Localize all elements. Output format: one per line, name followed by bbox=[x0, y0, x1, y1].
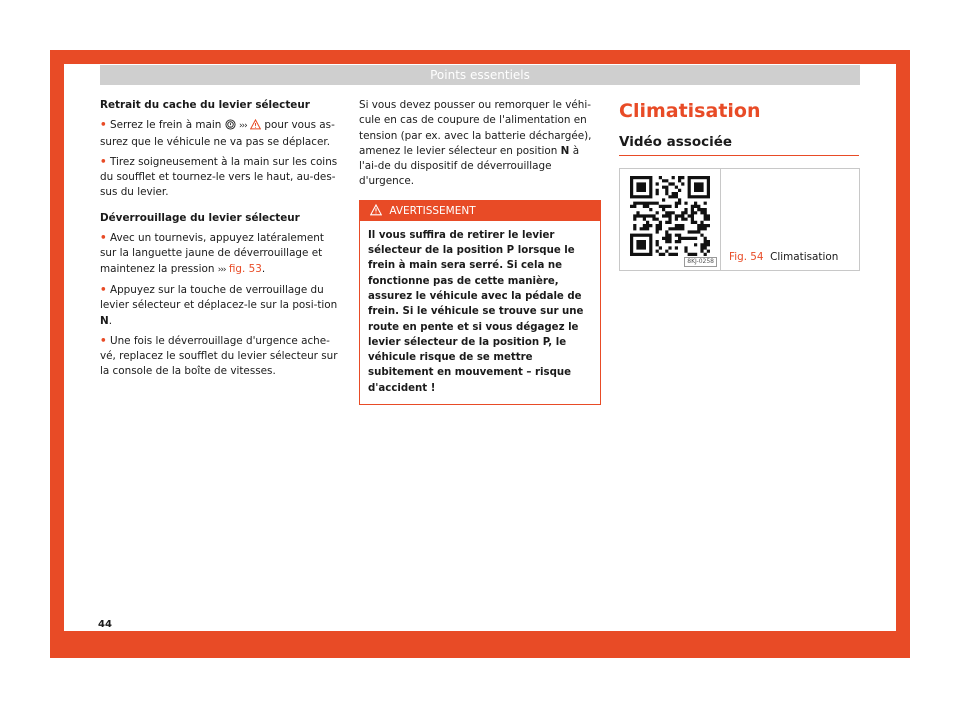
heading-lever-unlock: Déverrouillage du levier sélecteur bbox=[100, 211, 300, 224]
subsection-title: Vidéo associée bbox=[619, 133, 859, 156]
reference-arrows: ››› bbox=[238, 121, 247, 132]
reference-arrows: ››› bbox=[217, 264, 226, 275]
list-item: • Tirez soigneusement à la main sur les coins du soufflet et tournez-le vers le haut, au-des-sus du levier. bbox=[100, 155, 338, 199]
bullet-icon: • bbox=[100, 334, 107, 347]
middle-column bbox=[359, 98, 601, 405]
heading-cover-removal: Retrait du cache du levier sélecteur bbox=[100, 99, 310, 111]
figure-label: Fig. 54 bbox=[729, 250, 764, 263]
figure-link[interactable]: fig. 53 bbox=[228, 262, 262, 275]
list-item: • Avec un tournevis, appuyez latéralement sur la languette jaune de déverrouillage et maintenez la pression ››› fig. 53. bbox=[100, 232, 324, 275]
warning-text: Il vous suffira de retirer le levier sélecteur de la position P lorsque le frein à main sera serré. Si cela ne fonctionne pas de cette manière, assurez le véhicule avec la pédale de frein. Si le véhicule se trouve sur une route en pente et si vous dégagez le levier sélecteur de la position P, le véhicule risque de se mettre subitement en mouvement – risque d'accident ! bbox=[368, 229, 584, 394]
list-item: • Serrez le frein à main ››› pour vous as-surez que le véhicule ne va pas se déplacer. bbox=[100, 119, 335, 148]
bullet-icon: • bbox=[100, 119, 107, 132]
list-item: • Appuyez sur la touche de verrouillage du levier sélecteur et déplacez-le sur la posi-tion N. bbox=[100, 283, 338, 327]
towing-paragraph: Si vous devez pousser ou remorquer le véhi-cule en cas de coupure de l'alimentation en tension (par ex. avec la batterie déchargée), amenez le levier sélecteur en position N à l'ai-de du dispositif de déverrouillage d'urgence. bbox=[359, 99, 592, 188]
warning-title: AVERTISSEMENT bbox=[389, 204, 476, 217]
image-code: 8KJ-0258 bbox=[684, 257, 717, 267]
warning-header bbox=[360, 201, 600, 221]
figure-box bbox=[619, 168, 860, 271]
warning-box bbox=[359, 200, 601, 405]
bullet-icon: • bbox=[100, 155, 107, 168]
handbrake-icon bbox=[225, 119, 236, 130]
section-title: Climatisation bbox=[619, 100, 761, 122]
list-item: • Une fois le déverrouillage d'urgence ache-vé, replacez le soufflet du levier sélecteur sur la console de la boîte de vitesses. bbox=[100, 334, 338, 378]
qr-code-icon[interactable] bbox=[630, 176, 710, 256]
page-number: 44 bbox=[98, 619, 112, 630]
bullet-icon: • bbox=[100, 232, 107, 245]
warning-triangle-icon bbox=[250, 119, 261, 130]
section-header: Points essentiels bbox=[100, 65, 860, 85]
qr-code-panel bbox=[620, 169, 721, 270]
warning-triangle-icon bbox=[370, 204, 382, 216]
figure-caption bbox=[729, 250, 838, 265]
left-column bbox=[100, 98, 340, 385]
bullet-icon: • bbox=[100, 283, 107, 296]
figure-caption-text: Climatisation bbox=[770, 250, 839, 263]
right-column bbox=[619, 98, 859, 271]
